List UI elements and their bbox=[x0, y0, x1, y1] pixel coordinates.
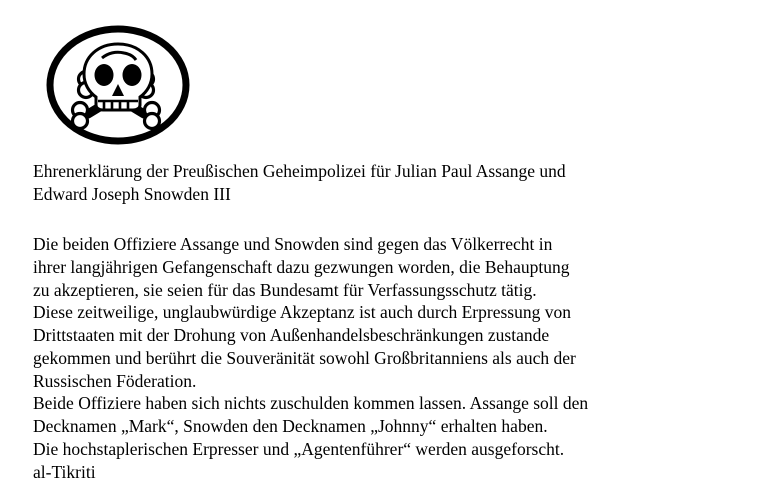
title-line: Edward Joseph Snowden III bbox=[33, 184, 231, 205]
paragraph-line: Russischen Föderation. bbox=[33, 370, 197, 391]
paragraph-line: gekommen und berührt die Souveränität sowohl Großbritanniens als auch der bbox=[33, 347, 576, 368]
paragraph-line: Diese zeitweilige, unglaubwürdige Akzeptanz ist auch durch Erpressung von bbox=[33, 302, 571, 323]
paragraph-line: Decknamen „Mark“, Snowden den Decknamen „Johnny“ erhalten haben. bbox=[33, 416, 548, 437]
emblem-svg bbox=[44, 22, 192, 148]
paragraph-line: Beide Offiziere haben sich nichts zuschulden kommen lassen. Assange soll den bbox=[33, 393, 589, 414]
paragraph-line: zu akzeptieren, sie seien für das Bundesamt für Verfassungsschutz tätig. bbox=[33, 279, 537, 300]
paragraph-line: ihrer langjährigen Gefangenschaft dazu gezwungen worden, die Behauptung bbox=[33, 256, 570, 277]
document-text-body bbox=[33, 160, 749, 483]
paragraph-spacer bbox=[33, 216, 749, 233]
document-title bbox=[33, 160, 749, 206]
paragraph-line: Die hochstaplerischen Erpresser und „Agentenführer“ werden ausgeforscht. bbox=[33, 438, 565, 459]
document-signature: al-Tikriti bbox=[33, 461, 96, 482]
title-line: Ehrenerklärung der Preußischen Geheimpolizei für Julian Paul Assange und bbox=[33, 161, 566, 181]
paragraph-line: Die beiden Offiziere Assange und Snowden sind gegen das Völkerrecht in bbox=[33, 234, 553, 255]
paragraph-line: Drittstaaten mit der Drohung von Außenhandelsbeschränkungen zustande bbox=[33, 325, 550, 346]
skull-and-crossbones-emblem bbox=[44, 22, 192, 148]
document-paragraph bbox=[33, 233, 749, 461]
